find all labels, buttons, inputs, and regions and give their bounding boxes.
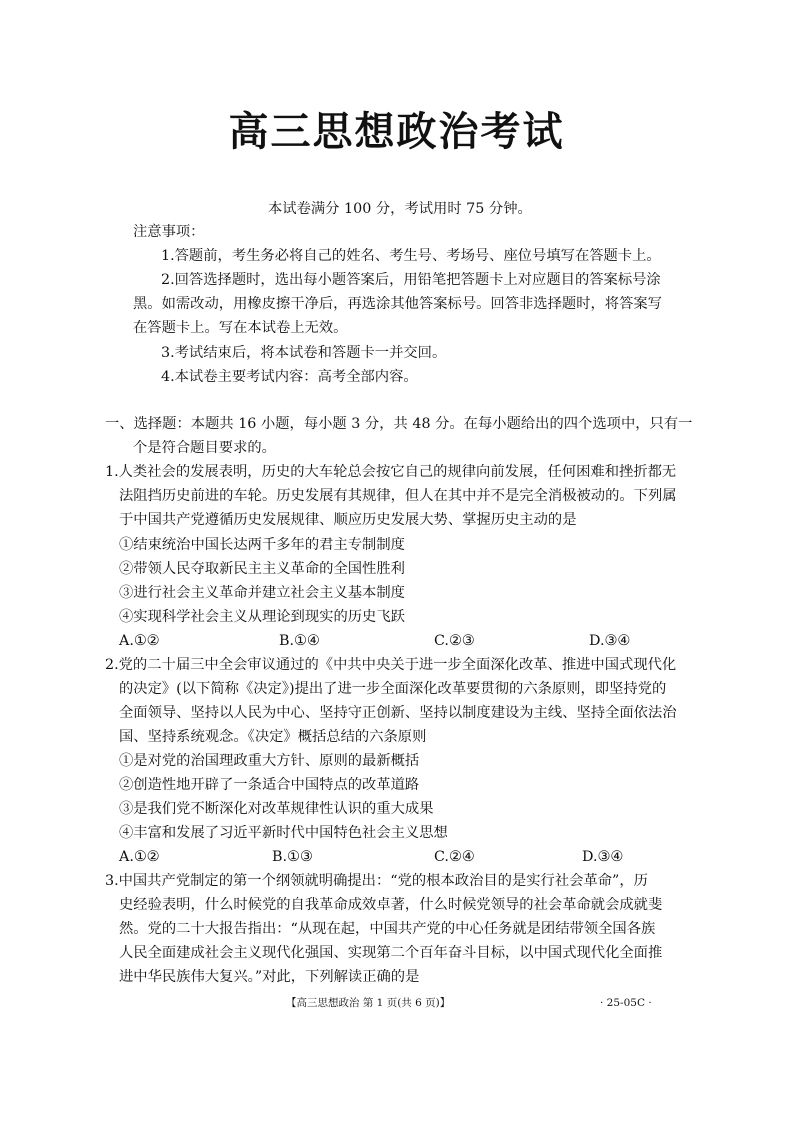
- question-item: ③是我们党不断深化对改革规律性认识的重大成果: [119, 801, 434, 817]
- question-item: ③进行社会主义革命并建立社会主义基本制度: [119, 585, 405, 601]
- question-stem: 全面领导、坚持以人民为中心、坚持守正创新、坚持以制度建设为主线、坚持全面依法治: [119, 705, 677, 721]
- section-heading: 一、选择题：本题共 16 小题，每小题 3 分，共 48 分。在每小题给出的四个选项中，只有一: [105, 416, 693, 432]
- question-stem: 3.中国共产党制定的第一个纲领就明确提出：“党的根本政治目的是实行社会革命”，历: [105, 873, 648, 889]
- answer-option-d: D.③④: [582, 849, 624, 865]
- question-item: ①结束统治中国长达两千多年的君主专制制度: [119, 537, 405, 553]
- paper-code: · 25-05C ·: [600, 997, 652, 1009]
- question-item: ②带领人民夺取新民主主义革命的全国性胜利: [119, 561, 405, 577]
- exam-title: 高三思想政治考试: [228, 109, 565, 155]
- question-item: ④实现科学社会主义从理论到现实的历史飞跃: [119, 609, 405, 625]
- question-item: ②创造性地开辟了一条适合中国特点的改革道路: [119, 777, 420, 793]
- question-stem: 的决定》(以下简称《决定》)提出了进一步全面深化改革要贯彻的六条原则，即坚持党的: [119, 681, 667, 697]
- note-line: 1.答题前，考生务必将自己的姓名、考生号、考场号、座位号填写在答题卡上。: [161, 248, 661, 264]
- answer-option-b: B.①④: [279, 633, 320, 649]
- question-stem: 人民全面建成社会主义现代化强国、实现第二个百年奋斗目标，以中国式现代化全面推: [119, 945, 663, 961]
- note-line: 4.本试卷主要考试内容：高考全部内容。: [161, 369, 418, 385]
- note-line: 在答题卡上。写在本试卷上无效。: [133, 320, 348, 336]
- question-stem: 1.人类社会的发展表明，历史的大车轮总会按它自己的规律向前发展，任何困难和挫折都无: [105, 464, 677, 480]
- question-stem: 进中华民族伟大复兴。”对此，下列解读正确的是: [119, 969, 420, 985]
- question-stem: 2.党的二十届三中全会审议通过的《中共中央关于进一步全面深化改革、推进中国式现代化: [105, 657, 677, 673]
- exam-intro: 本试卷满分 100 分，考试用时 75 分钟。: [268, 201, 532, 217]
- note-line: 2.回答选择题时，选出每小题答案后，用铅笔把答题卡上对应题目的答案标号涂: [161, 272, 661, 288]
- answer-option-d: D.③④: [589, 633, 631, 649]
- answer-option-a: A.①②: [119, 633, 160, 649]
- question-item: ①是对党的治国理政重大方针、原则的最新概括: [119, 753, 420, 769]
- section-heading: 个是符合题目要求的。: [133, 440, 276, 456]
- note-line: 3.考试结束后，将本试卷和答题卡一并交回。: [161, 345, 447, 361]
- answer-option-a: A.①②: [119, 849, 160, 865]
- question-stem: 然。党的二十大报告指出：“从现在起，中国共产党的中心任务就是团结带领全国各族: [119, 921, 656, 937]
- question-stem: 法阻挡历史前进的车轮。历史发展有其规律，但人在其中并不是完全消极被动的。下列属: [119, 488, 677, 504]
- answer-option-c: C.②③: [434, 633, 475, 649]
- question-item: ④丰富和发展了习近平新时代中国特色社会主义思想: [119, 825, 448, 841]
- note-line: 黑。如需改动，用橡皮擦干净后，再选涂其他答案标号。回答非选择题时，将答案写: [133, 296, 662, 312]
- question-stem: 国、坚持系统观念。《决定》概括总结的六条原则: [119, 729, 427, 745]
- notice-label: 注意事项：: [133, 224, 205, 240]
- answer-option-c: C.②④: [434, 849, 475, 865]
- page-footer: 【高三思想政治 第 1 页(共 6 页)】: [286, 997, 451, 1009]
- question-stem: 史经验表明，什么时候党的自我革命成效卓著，什么时候党领导的社会革命就会成就斐: [119, 897, 663, 913]
- answer-option-b: B.①③: [272, 849, 313, 865]
- question-stem: 于中国共产党遵循历史发展规律、顺应历史发展大势、掌握历史主动的是: [119, 512, 577, 528]
